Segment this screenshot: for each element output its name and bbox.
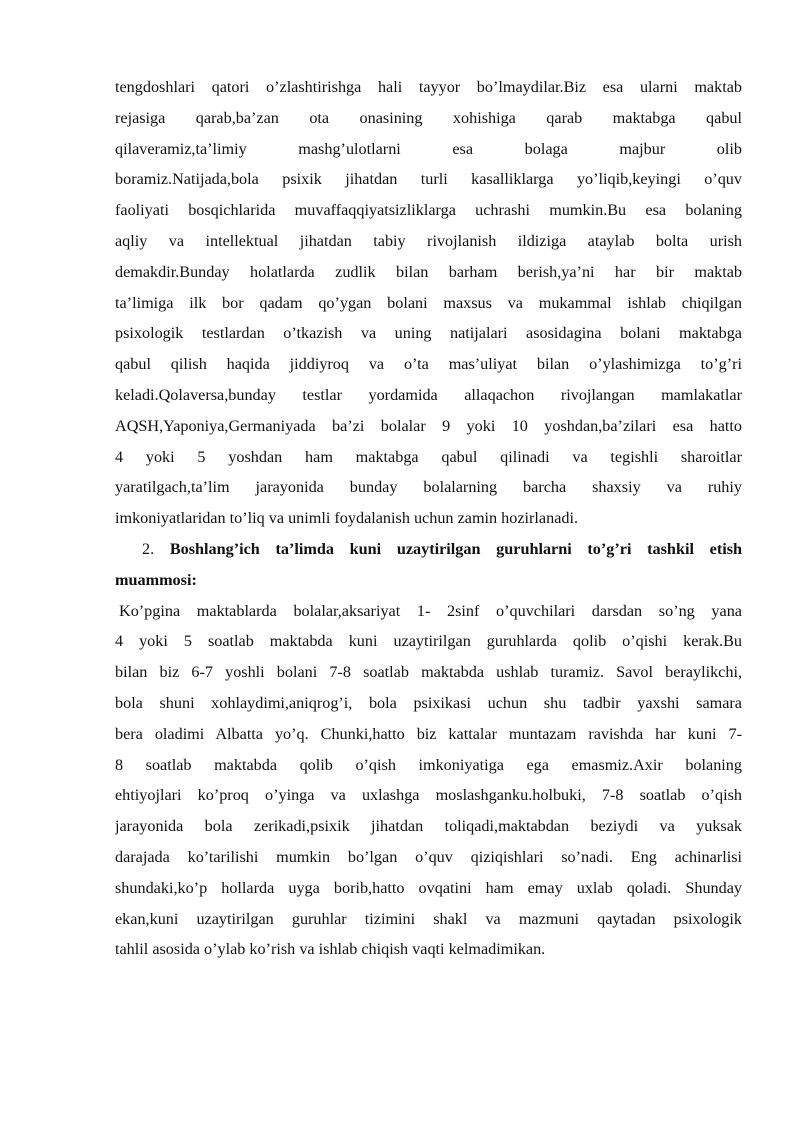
text-line: qabul qilish haqida jiddiyroq va o’ta mas’uliyat bilan o’ylashimizga to’g’ri [115,355,742,374]
text-line: shundaki,ko’p hollarda uyga borib,hatto ovqatini ham emay uxlab qoladi. Shunday [115,878,742,897]
text-line: Ko’pgina maktablarda bolalar,aksariyat 1- 2sinf o’quvchilari darsdan so’ng yana [119,601,742,620]
text-line: ekan,kuni uzaytirilgan guruhlar tizimini shakl va mazmuni qaytadan psixologik [115,909,742,928]
paragraph-intro [115,72,742,534]
text-line: rejasiga qarab,ba’zan ota onasining xohishiga qarab maktabga qabul [115,108,742,127]
text-line: qilaveramiz,ta’limiy mashg’ulotlarni esa bolaga majbur olib [115,139,742,158]
text-line: aqliy va intellektual jihatdan tabiy rivojlanish ildiziga ataylab bolta urish [115,231,742,250]
heading-line-continued: muammosi: [115,570,197,589]
heading-line [115,534,742,565]
heading-title: Boshlang’ich ta’limda kuni uzaytirilgan guruhlarni to’g’ri tashkil etish [169,539,742,558]
text-line: tengdoshlari qatori o’zlashtirishga hali tayyor bo’lmaydilar.Biz esa ularni maktab [115,78,742,96]
text-line: jarayonida bola zerikadi,psixik jihatdan toliqadi,maktabdan beziydi va yuksak [115,817,742,836]
text-line: bola shuni xohlaydimi,aniqrog’i, bola psixikasi uchun shu tadbir yaxshi samara [115,693,742,712]
text-line: 4 yoki 5 soatlab maktabda kuni uzaytirilgan guruhlarda qolib o’qishi kerak.Bu [115,632,742,651]
text-line: demakdir.Bunday holatlarda zudlik bilan barham berish,ya’ni har bir maktab [115,262,742,281]
paragraph-main [115,596,742,966]
document-page [115,72,742,965]
text-line: 4 yoki 5 yoshdan ham maktabga qabul qilinadi va tegishli sharoitlar [115,447,742,466]
text-line: ehtiyojlari ko’proq o’yinga va uxlashga moslashganku.holbuki, 7-8 soatlab o’qish [115,786,742,805]
text-line: ta’limiga ilk bor qadam qo’ygan bolani maxsus va mukammal ishlab chiqilgan [115,293,742,312]
text-line: bera oladimi Albatta yo’q. Chunki,hatto biz kattalar muntazam ravishda har kuni 7- [115,724,742,743]
text-line: darajada ko’tarilishi mumkin bo’lgan o’quv qiziqishlari so’nadi. Eng achinarlisi [115,847,742,866]
text-line: boramiz.Natijada,bola psixik jihatdan turli kasalliklarga yo’liqib,keyingi o’quv [115,170,742,189]
heading-number: 2. [142,539,155,558]
section-heading [115,534,742,596]
text-line: yaratilgach,ta’lim jarayonida bunday bolalarning barcha shaxsiy va ruhiy [115,478,742,497]
text-line: imkoniyatlaridan to’liq va unimli foydalanish uchun zamin hozirlanadi. [115,509,579,528]
text-line: AQSH,Yaponiya,Germaniyada ba’zi bolalar 9 yoki 10 yoshdan,ba’zilari esa hatto [115,416,742,435]
text-line: bilan biz 6-7 yoshli bolani 7-8 soatlab maktabda ushlab turamiz. Savol beraylikchi, [115,663,742,682]
text-line: 8 soatlab maktabda qolib o’qish imkoniyatiga ega emasmiz.Axir bolaning [115,755,742,774]
text-line: faoliyati bosqichlarida muvaffaqqiyatsizliklarga uchrashi mumkin.Bu esa bolaning [115,201,742,220]
text-line: keladi.Qolaversa,bunday testlar yordamida allaqachon rivojlangan mamlakatlar [115,385,742,404]
text-line: tahlil asosida o’ylab ko’rish va ishlab chiqish vaqti kelmadimikan. [115,940,546,959]
text-line: psixologik testlardan o’tkazish va uning natijalari asosidagina bolani maktabga [115,324,742,343]
